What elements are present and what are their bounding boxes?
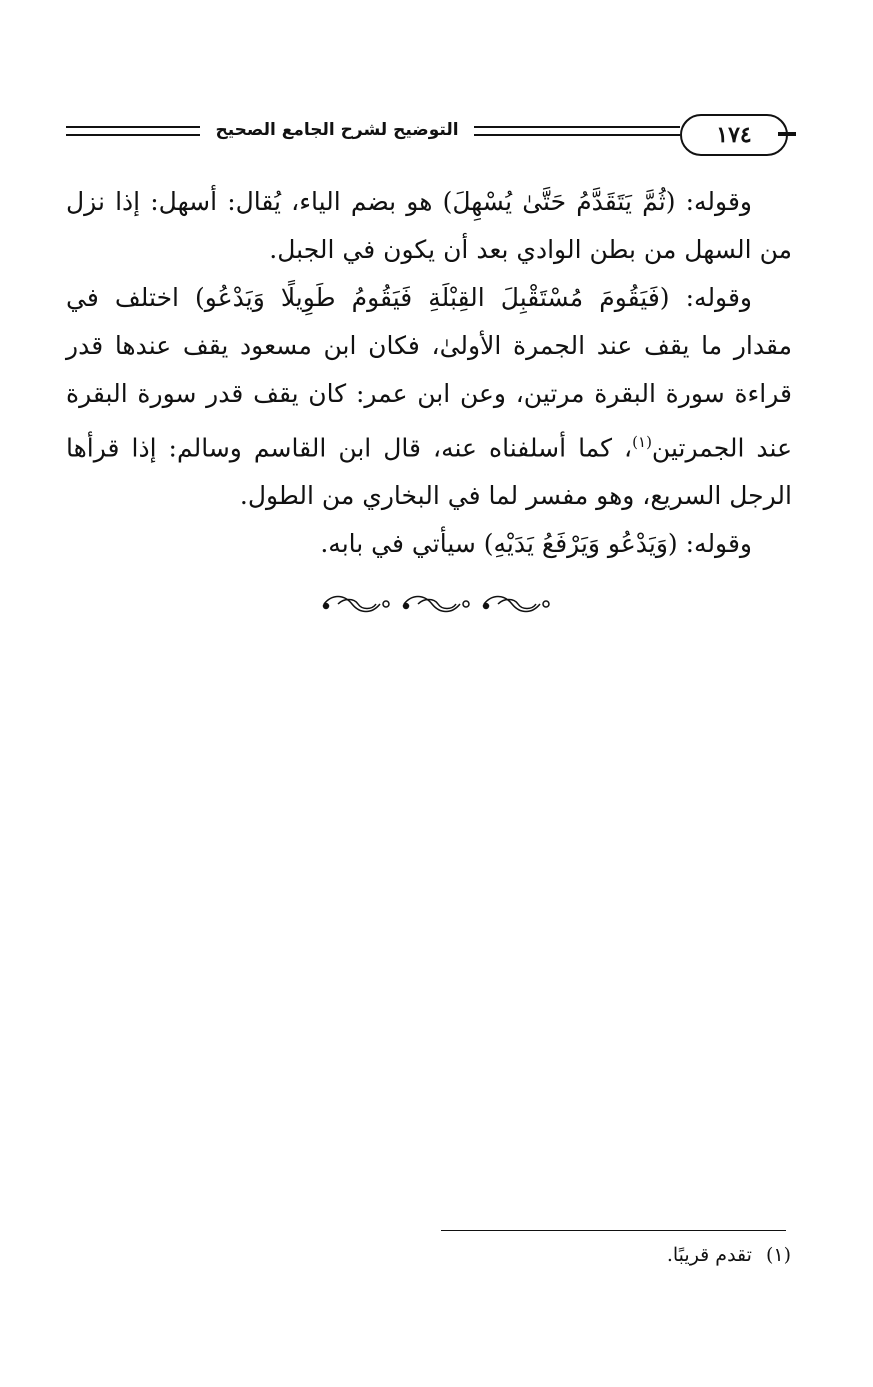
paragraph-2-continuation: ، كما أسلفناه عنه، قال ابن القاسم وسالم: إذا قرأها الرجل السريع، وهو مفسر لما في البخاري من الطول. <box>66 433 792 511</box>
ornament-unit-1 <box>324 597 390 612</box>
footnote-separator <box>441 1230 786 1231</box>
page-number: ١٧٤ <box>680 114 788 156</box>
header-rule-left-1 <box>66 126 200 128</box>
paragraph-2-text: وقوله: (فَيَقُومَ مُسْتَقْبِلَ القِبْلَةِ فَيَقُومُ طَوِيلًا وَيَدْعُو) اختلف في مقدار ما يقف عند الجمرة الأولىٰ، فكان ابن مسعود يقف عندها قدر قراءة سورة البقرة مرتين، وعن ابن عمر: كان يقف قدر سورة البقرة عند الجمرتين <box>66 283 793 463</box>
paragraph-1: وقوله: (ثُمَّ يَتَقَدَّمُ حَتَّىٰ يُسْهِلَ) هو بضم الياء، يُقال: أسهل: إذا نزل من السهل من بطن الوادي بعد أن يكون في الجبل. <box>66 187 792 264</box>
paragraph-2 <box>66 274 792 520</box>
ornament-divider <box>318 592 554 616</box>
footnote-1 <box>441 1244 791 1266</box>
running-title: التوضيح لشرح الجامع الصحيح <box>215 120 459 140</box>
ornament-unit-2 <box>404 597 470 612</box>
main-text <box>66 178 792 568</box>
header-rule-right-2 <box>474 134 680 136</box>
header-rule-right-1 <box>474 126 680 128</box>
footnote-reference[interactable]: (١) <box>632 433 652 451</box>
footnote-number: (١) <box>765 1244 791 1266</box>
page-number-tail <box>778 132 796 136</box>
paragraph-3: وقوله: (وَيَدْعُو وَيَرْفَعُ يَدَيْهِ) سيأتي في بابه. <box>320 529 752 559</box>
page-header <box>66 112 792 158</box>
footnote-text: تقدم قريبًا. <box>666 1244 752 1266</box>
ornament-unit-3 <box>484 597 550 612</box>
header-rule-left-2 <box>66 134 200 136</box>
